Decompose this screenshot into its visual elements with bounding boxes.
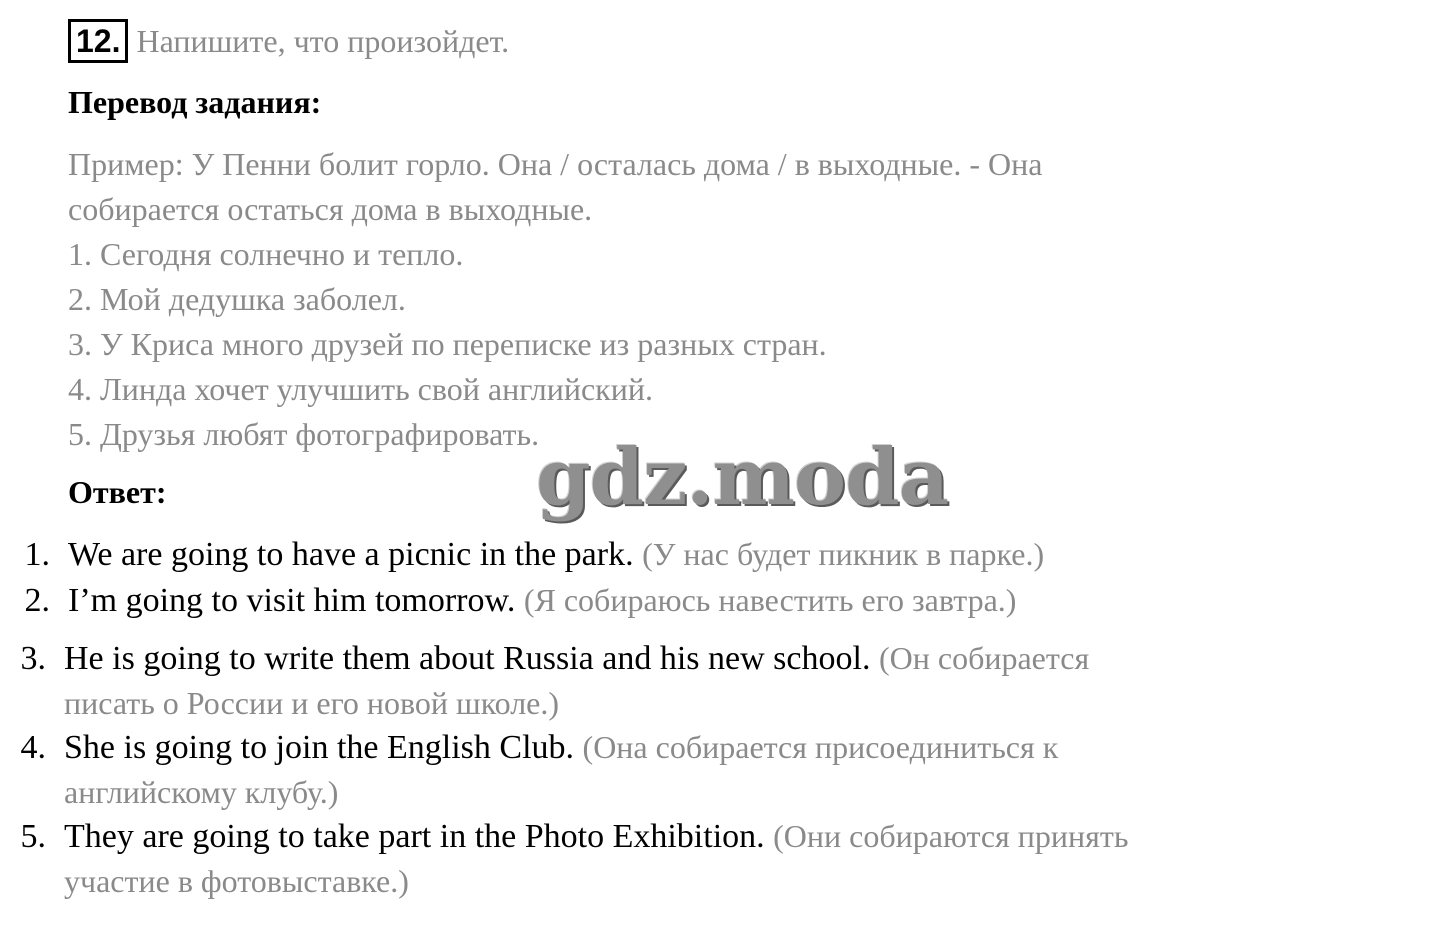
answer-russian: (Я собираюсь навестить его завтра.): [523, 582, 1017, 618]
task-header: [68, 18, 509, 64]
answer-body: [64, 636, 1344, 726]
answer-russian: (Он собирается: [878, 640, 1090, 676]
answer-heading: Ответ:: [68, 474, 167, 510]
answer-english: He is going to write them about Russia and his new school.: [64, 640, 871, 677]
translation-line: 1. Сегодня солнечно и тепло.: [68, 236, 464, 272]
answer-russian: (Они собираются принять: [773, 818, 1129, 854]
translation-block: [68, 142, 1368, 457]
translation-line: 2. Мой дедушка заболел.: [68, 281, 406, 317]
watermark: gdz.moda: [536, 432, 949, 523]
answer-number: 2.: [24, 582, 50, 619]
answer-number: 4.: [20, 729, 46, 766]
answer-english: They are going to take part in the Photo Exhibition.: [64, 818, 765, 855]
answer-number: 3.: [20, 640, 46, 677]
translation-line: 5. Друзья любят фотографировать.: [68, 416, 540, 452]
translation-line: Пример: У Пенни болит горло. Она / осталась дома / в выходные. - Она: [68, 146, 1043, 182]
answer-body: [68, 578, 1348, 623]
answer-number: 5.: [20, 818, 46, 855]
translation-line: 3. У Криса много друзей по переписке из разных стран.: [68, 326, 827, 362]
task-number: 12.: [68, 19, 128, 63]
answer-body: [68, 532, 1348, 577]
answer-russian-continued: писать о России и его новой школе.): [64, 685, 560, 721]
answer-english: I’m going to visit him tomorrow.: [68, 582, 516, 619]
answer-body: [64, 725, 1344, 815]
translation-line: собирается остаться дома в выходные.: [68, 191, 593, 227]
task-instruction: Напишите, что произойдет.: [136, 22, 510, 59]
answer-number: 1.: [24, 536, 50, 573]
translation-heading: Перевод задания:: [68, 84, 322, 120]
answer-russian-continued: участие в фотовыставке.): [64, 863, 409, 899]
answer-russian: (У нас будет пикник в парке.): [642, 536, 1045, 572]
answer-russian-continued: английскому клубу.): [64, 774, 339, 810]
answer-english: She is going to join the English Club.: [64, 729, 575, 766]
answer-body: [64, 814, 1344, 904]
answer-russian: (Она собирается присоединиться к: [582, 729, 1059, 765]
answer-english: We are going to have a picnic in the park.: [68, 536, 634, 573]
translation-line: 4. Линда хочет улучшить свой английский.: [68, 371, 653, 407]
